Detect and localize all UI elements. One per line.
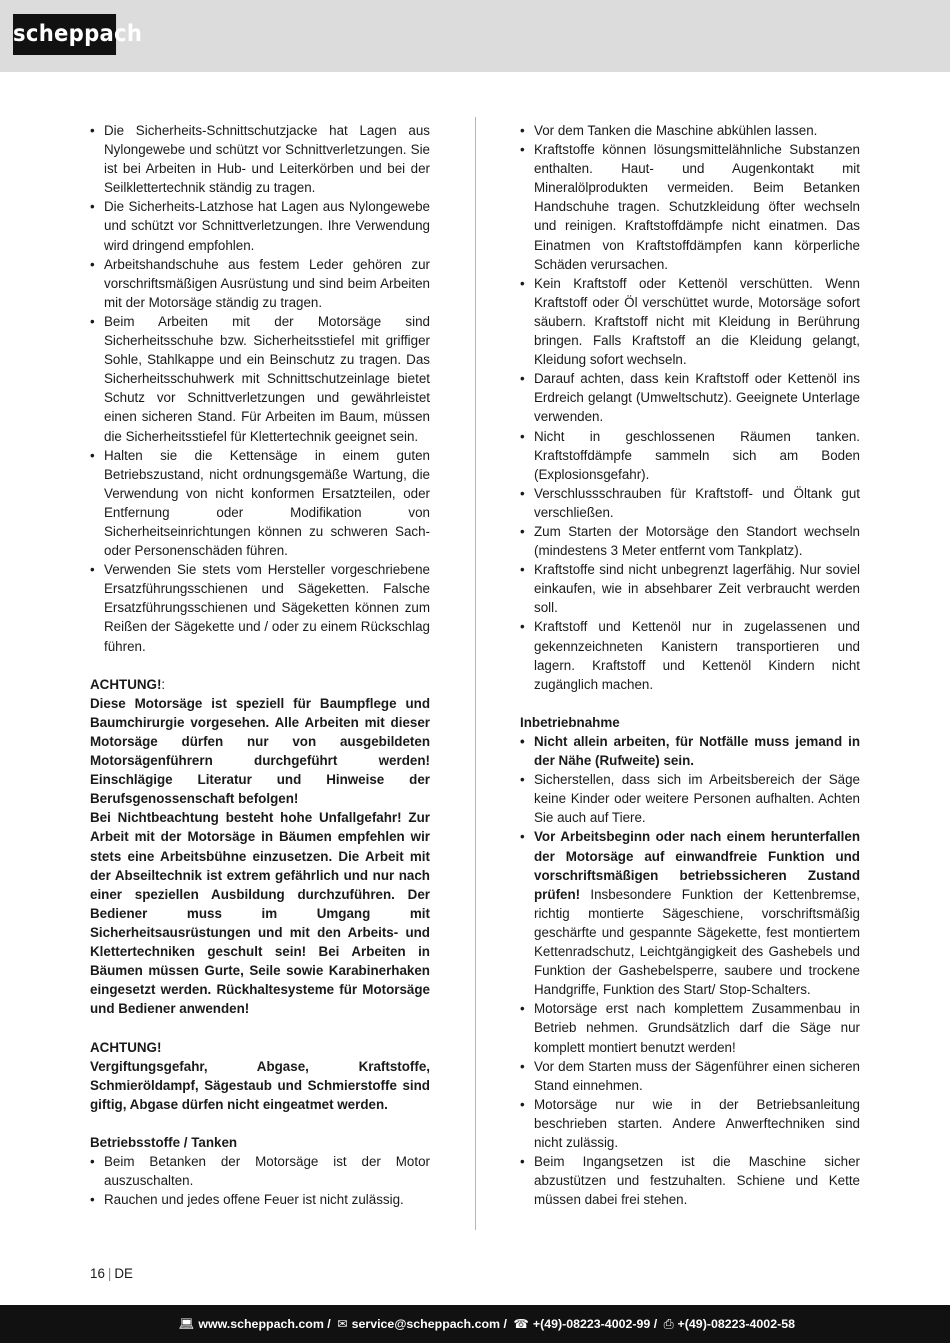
phone-icon: ☎: [513, 1317, 529, 1331]
section-heading-fuel: Betriebsstoffe / Tanken: [90, 1134, 238, 1150]
list-item: • Die Sicherheits-Latzhose hat Lagen aus Nylongewebe und schützt vor Schnittverletzungen. Ihre Verwendung wird dringend empfohlen.: [90, 197, 430, 254]
warning-text: Diese Motorsäge ist speziell für Baumpflege und Baumchirurgie vorgesehen. Alle Arbeiten mit dieser Motorsäge dürfen nur von ausgebildeten Motorsägenführern durchgeführt werden! Einschlägige Literatur und Hinweise der Berufsgenossenschaft befolgen!: [90, 695, 430, 807]
computer-icon: 💻︎: [178, 1317, 195, 1331]
page-separator: |: [107, 1266, 112, 1281]
fax-icon: ⎙: [663, 1317, 674, 1331]
list-item-bold-part: Vor Arbeitsbeginn oder nach einem herunterfallen der Motorsäge auf einwandfreie Funktion und vorschriftsmäßigen betriebssicheren Zustand prüfen!: [534, 829, 860, 902]
phone-number: +(49)-08223-4002-99 /: [532, 1317, 658, 1331]
left-column: [90, 121, 430, 1209]
email-link[interactable]: service@scheppach.com /: [351, 1317, 507, 1331]
right-column: [520, 121, 860, 1209]
list-item: • Die Sicherheits-Schnittschutzjacke hat Lagen aus Nylongewebe und schützt vor Schnittverletzungen. Sie ist bei Arbeiten in Hub- und Leiterkörben und bei der Seilklettertechnik ständig zu tragen.: [90, 121, 430, 197]
list-item: • Verschlussschrauben für Kraftstoff- und Öltank gut verschließen.: [520, 484, 860, 522]
page-header: [0, 0, 950, 72]
startup-list: [520, 732, 860, 1209]
warning-title: ACHTUNG!: [90, 676, 162, 692]
list-item: • Rauchen und jedes offene Feuer ist nicht zulässig.: [90, 1190, 430, 1209]
fuel-safety-list: [520, 121, 860, 694]
mail-icon: ✉: [337, 1317, 348, 1331]
list-item-rest: Insbesondere Funktion der Kettenbremse, richtig montierte Sägeschiene, vorschriftsmäßig geschärfte und gespannte Sägekette, fest montiertem Kettenradschutz, Leichtgängigkeit des Gashebels und Funktion der Gashebelsperre, saubere und trockene Handgriffe, Funktion des Start/ Stop-Schalters.: [534, 886, 860, 998]
list-item: • Vor dem Tanken die Maschine abkühlen lassen.: [520, 121, 860, 140]
warning-text-continued: Bei Nichtbeachtung besteht hohe Unfallgefahr! Zur Arbeit mit der Motorsäge in Bäumen empfehlen wir stets eine Arbeitsbühne einzusetzen. Die Arbeit mit der Abseiltechnik ist extrem gefährlich und nur nach einer speziellen Ausbildung durchzuführen. Der Bediener muss im Umgang mit Sicherheitsausrüstungen und mit den Arbeits- und Klettertechniken geschult sein! Bei Arbeiten in Bäumen müssen Gurte, Seile sowie Karabinerhaken eingesetzt werden. Rückhaltesysteme für Motorsäge und Bediener anwenden!: [90, 810, 430, 1017]
list-item: • Kraftstoffe können lösungsmittelähnliche Substanzen enthalten. Haut- und Augenkontakt mit Mineralölprodukten vermeiden. Beim Betanken Handschuhe tragen. Schutzkleidung öfter wechseln und reinigen. Kraftstoffdämpfe nicht einatmen. Das Einatmen von Kraftstoffdämpfen kann körperliche Schäden verursachen.: [520, 140, 860, 274]
page-number-label: [90, 1264, 133, 1283]
list-item: • Nicht allein arbeiten, für Notfälle muss jemand in der Nähe (Rufweite) sein.: [520, 732, 860, 770]
list-item: • Vor dem Starten muss der Sägenführer einen sicheren Stand einnehmen.: [520, 1057, 860, 1095]
warning-colon: :: [161, 676, 166, 692]
list-item: • Motorsäge nur wie in der Betriebsanleitung beschrieben starten. Andere Anwerftechniken sind nicht zulässig.: [520, 1095, 860, 1152]
contact-footer: [0, 1305, 950, 1343]
list-item: • Verwenden Sie stets vom Hersteller vorgeschriebene Ersatzführungsschienen und Sägeketten. Falsche Ersatzführungsschienen und Sägeketten können zum Reißen der Sägekette und / oder zu einem Rückschlag führen.: [90, 560, 430, 655]
fuel-list: [90, 1152, 430, 1209]
list-item: • Motorsäge erst nach komplettem Zusammenbau in Betrieb nehmen. Grundsätzlich darf die Säge nur komplett montiert benutzt werden!: [520, 999, 860, 1056]
language-code: DE: [114, 1266, 133, 1281]
clothing-safety-list: [90, 121, 430, 656]
poison-warning-text: Vergiftungsgefahr, Abgase, Kraftstoffe, Schmieröldampf, Sägestaub und Schmierstoffe sind giftig, Abgase dürfen nicht eingeatmet werden.: [90, 1058, 430, 1112]
list-item: • Arbeitshandschuhe aus festem Leder gehören zur vorschriftsmäßigen Ausrüstung und sind beim Arbeiten mit der Motorsäge ständig zu tragen.: [90, 255, 430, 312]
list-item: • Nicht in geschlossenen Räumen tanken. Kraftstoffdämpfe sammeln sich am Boden (Explosionsgefahr).: [520, 427, 860, 484]
section-heading-startup: Inbetriebnahme: [520, 714, 620, 730]
page-number: 16: [90, 1266, 105, 1281]
column-divider: [475, 117, 476, 1230]
list-item: • Sicherstellen, dass sich im Arbeitsbereich der Säge keine Kinder oder weitere Personen aufhalten. Achten Sie auch auf Tiere.: [520, 770, 860, 827]
website-link[interactable]: www.scheppach.com /: [198, 1317, 331, 1331]
list-item: • Halten sie die Kettensäge in einem guten Betriebszustand, nicht ordnungsgemäße Wartung, die Verwendung von nicht konformen Ersatzteilen, oder Entfernung oder Modifikation von Sicherheitseinrichtungen können zu schweren Sach- oder Personenschäden führen.: [90, 446, 430, 561]
list-item: • Kraftstoff und Kettenöl nur in zugelassenen und gekennzeichneten Kanistern transportieren und lagern. Kraftstoff und Kettenöl Kindern nicht zugänglich machen.: [520, 617, 860, 693]
list-item: • Kraftstoffe sind nicht unbegrenzt lagerfähig. Nur soviel einkaufen, wie in absehbarer Zeit verbraucht werden soll.: [520, 560, 860, 617]
fax-number: +(49)-08223-4002-58: [677, 1317, 795, 1331]
poison-warning-title: ACHTUNG!: [90, 1039, 162, 1055]
list-item: [520, 827, 860, 999]
list-item: • Darauf achten, dass kein Kraftstoff oder Kettenöl ins Erdreich gelangt (Umweltschutz). Geeignete Unterlage verwenden.: [520, 369, 860, 426]
warning-heading: [90, 675, 430, 694]
list-item: • Beim Arbeiten mit der Motorsäge sind Sicherheitsschuhe bzw. Sicherheitsstiefel mit griffiger Sohle, Stahlkappe und ein Beinschutz zu tragen. Das Sicherheitsschuhwerk mit Schnittschutzeinlage bietet Schutz vor Schnittverletzungen und gewährleistet einen sicheren Stand. Für Arbeiten im Baum, müssen die Sicherheitsstiefel für Klettertechnik geeignet sein.: [90, 312, 430, 446]
scheppach-logo: scheppach: [13, 14, 116, 55]
list-item: • Kein Kraftstoff oder Kettenöl verschütten. Wenn Kraftstoff oder Öl verschüttet wurde, Motorsäge sofort säubern. Kraftstoff nicht mit Kleidung in Berührung bringen. Falls Kraftstoff an die Kleidung gelangt, Kleidung sofort wechseln.: [520, 274, 860, 369]
contact-line: [179, 1315, 795, 1333]
list-item: • Beim Betanken der Motorsäge ist der Motor auszuschalten.: [90, 1152, 430, 1190]
list-item: • Zum Starten der Motorsäge den Standort wechseln (mindestens 3 Meter entfernt vom Tankplatz).: [520, 522, 860, 560]
list-item: • Beim Ingangsetzen ist die Maschine sicher abzustützen und festzuhalten. Schiene und Kette müssen dabei frei stehen.: [520, 1152, 860, 1209]
